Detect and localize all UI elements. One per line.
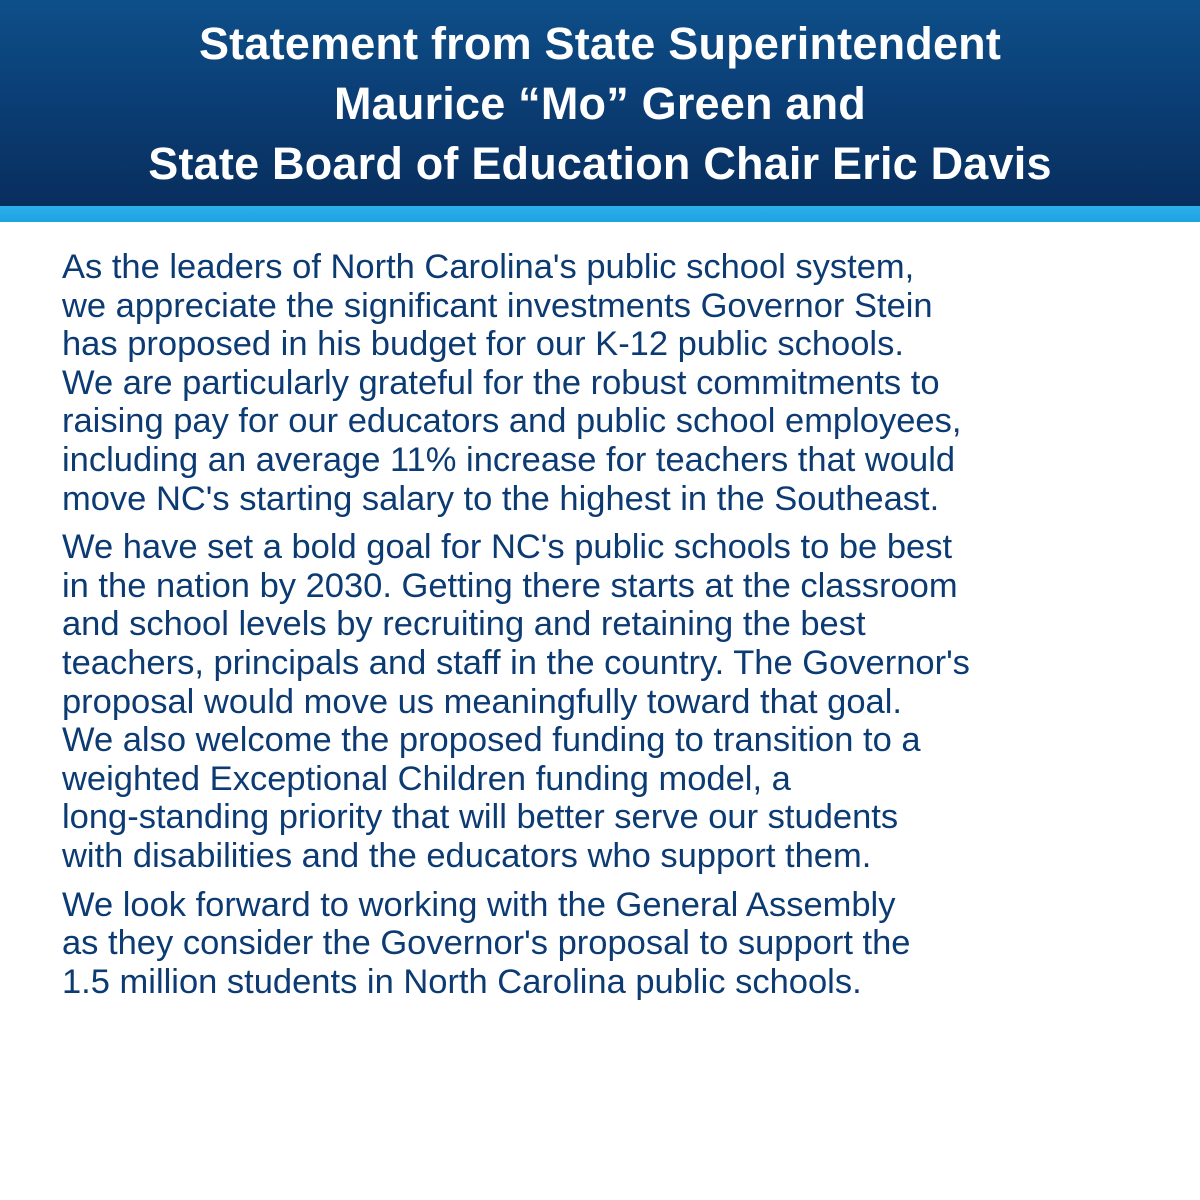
paragraph-line: and school levels by recruiting and retaining the best	[62, 605, 866, 644]
header-title-line-3: State Board of Education Chair Eric Davis	[148, 138, 1052, 189]
paragraph-2	[62, 528, 1172, 875]
paragraph-line: move NC's starting salary to the highest in the Southeast.	[62, 479, 940, 518]
paragraph-line: 1.5 million students in North Carolina public schools.	[62, 962, 862, 1001]
header-title-line-1: Statement from State Superintendent	[198, 18, 1002, 69]
paragraph-1	[62, 248, 1172, 518]
paragraph-line: As the leaders of North Carolina's public school system,	[62, 248, 915, 286]
accent-divider	[0, 206, 1200, 222]
paragraph-line: We have set a bold goal for NC's public schools to be best	[62, 528, 953, 567]
paragraph-line: we appreciate the significant investments Governor Stein	[62, 286, 933, 325]
paragraph-3	[62, 886, 1172, 1002]
paragraph-line: as they consider the Governor's proposal to support the	[62, 924, 911, 963]
paragraph-line: long-standing priority that will better serve our students	[62, 798, 899, 837]
paragraph-line: teachers, principals and staff in the country. The Governor's	[62, 643, 970, 682]
header-title-line-2: Maurice “Mo” Green and	[333, 78, 866, 129]
paragraph-line: weighted Exceptional Children funding model, a	[62, 759, 791, 798]
paragraph-line: We also welcome the proposed funding to transition to a	[62, 721, 921, 760]
paragraph-line: in the nation by 2030. Getting there starts at the classroom	[62, 566, 958, 605]
statement-body	[62, 248, 1172, 1001]
paragraph-line: We look forward to working with the General Assembly	[62, 885, 896, 924]
paragraph-line: raising pay for our educators and public school employees,	[62, 402, 962, 441]
paragraph-line: with disabilities and the educators who support them.	[62, 836, 872, 875]
paragraph-line: including an average 11% increase for teachers that would	[62, 440, 956, 479]
paragraph-line: has proposed in his budget for our K-12 public schools.	[62, 325, 904, 364]
paragraph-line: We are particularly grateful for the robust commitments to	[62, 363, 940, 402]
paragraph-line: proposal would move us meaningfully toward that goal.	[62, 682, 902, 721]
header-banner	[0, 0, 1200, 206]
